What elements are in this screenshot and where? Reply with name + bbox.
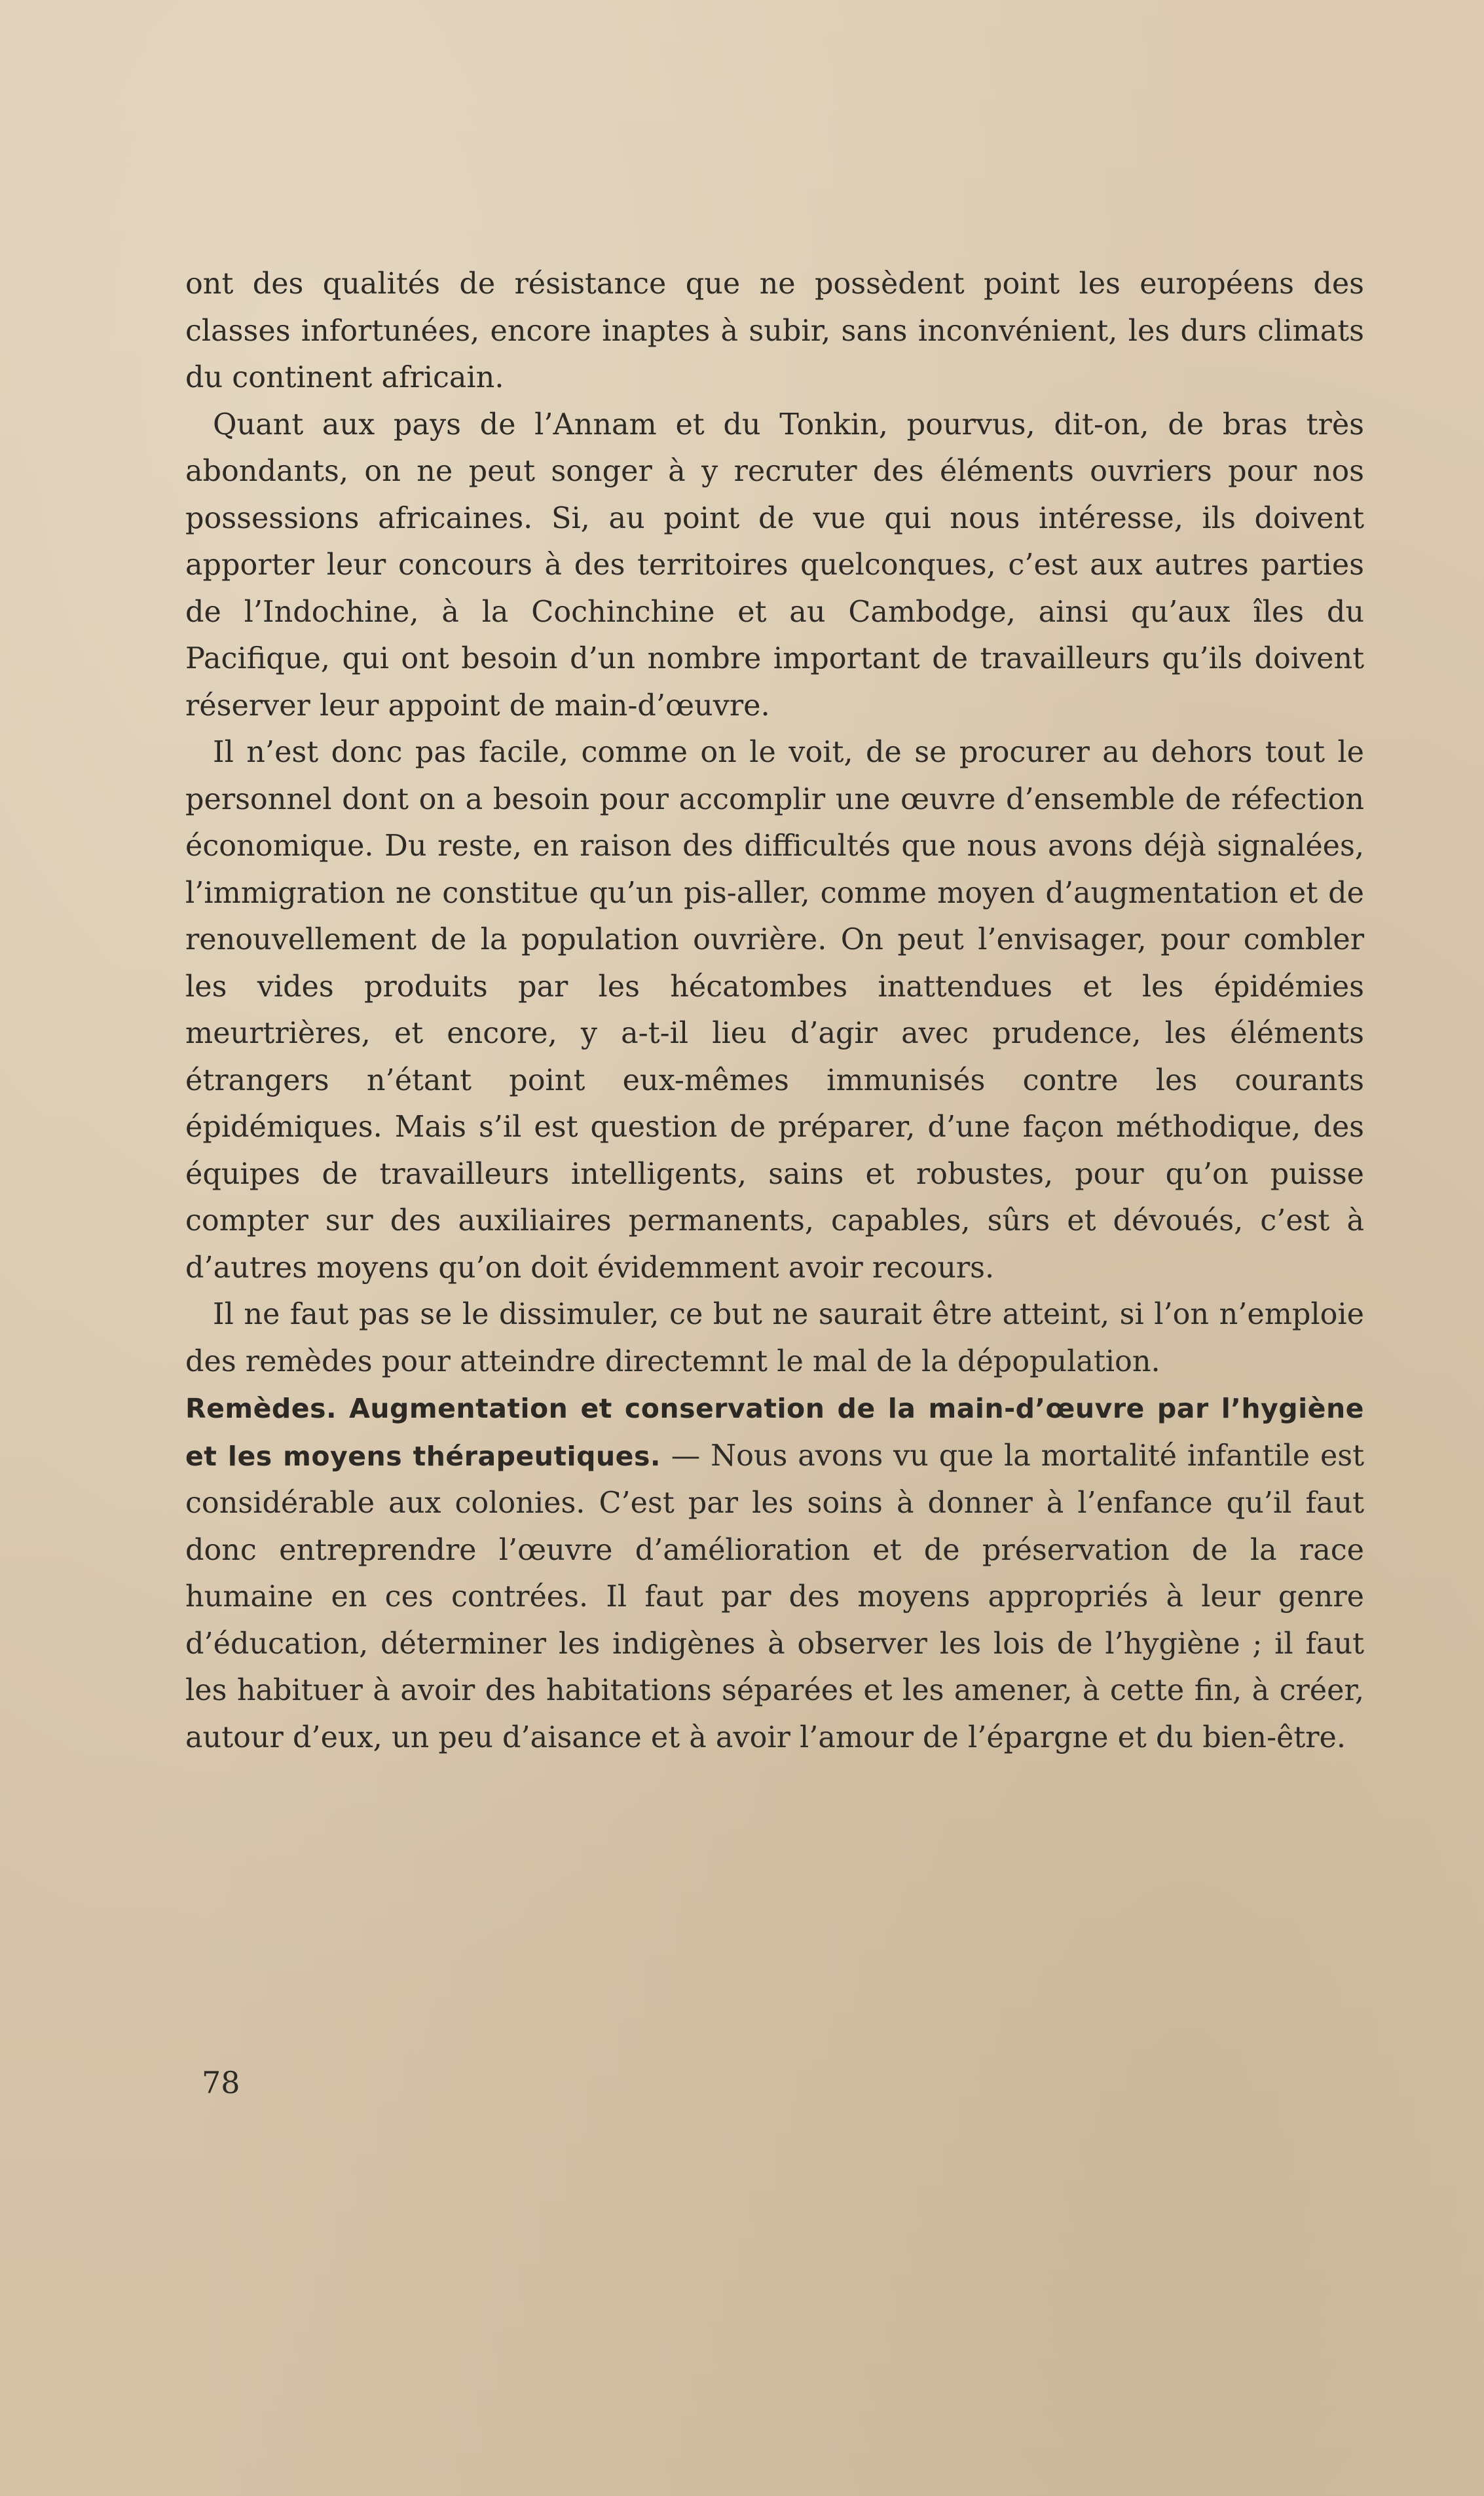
body-text [185,261,1364,1761]
paragraph-annam-tonkin: Quant aux pays de l’Annam et du Tonkin, pourvus, dit-on, de bras très abondants, on ne peut songer à y recruter des éléments ouvriers pour nos possessions africaines. Si, au point de vue qui nous intéresse, ils doivent apporter leur concours à des territoires quelconques, c’est aux autres parties de l’Indochine, à la Cochinchine et au Cambodge, ainsi qu’aux îles du Pacifique, qui ont besoin d’un nombre important de travailleurs qu’ils doivent réserver leur appoint de main-d’œuvre. [185,407,1364,723]
paragraph-immigration: Il n’est donc pas facile, comme on le voit, de se procurer au dehors tout le personnel dont on a besoin pour accomplir une œuvre d’ensemble de réfection économique. Du reste, en raison des difficultés que nous avons déjà signalées, l’immigration ne constitue qu’un pis-aller, comme moyen d’augmentation et de renouvellement de la population ouvrière. On peut l’envisager, pour combler les vides produits par les hécatombes inattendues et les épidémies meurtrières, et encore, y a-t-il lieu d’agir avec prudence, les éléments étrangers n’étant point eux-mêmes immunisés contre les courants épidémiques. Mais s’il est question de préparer, d’une façon méthodique, des équipes de travailleurs intelligents, sains et robustes, pour qu’on puisse compter sur des auxiliaires permanents, capables, sûrs et dévoués, c’est à d’autres moyens qu’on doit évidemment avoir recours. [185,736,1364,1285]
page-number: 78 [202,2065,240,2100]
section-paragraph [185,1385,1364,1761]
section-separator: — [660,1439,711,1473]
paragraph-continuation: ont des qualités de résistance que ne possèdent point les européens des classes infortunées, encore inaptes à subir, sans inconvénient, les durs climats du continent africain. [185,267,1364,394]
paragraph-remedies-intro: Il ne faut pas se le dissimuler, ce but ne saurait être atteint, si l’on n’emploie des remèdes pour atteindre directemnt le mal de la dépopulation. [185,1298,1364,1378]
section-heading: Remèdes. Augmentation et conservation de la main-d’œuvre par l’hygiène et les moyens thérapeutiques. [185,1393,1364,1472]
section-body: Nous avons vu que la mortalité infantile est considérable aux colonies. C’est par les soins à donner à l’enfance qu’il faut donc entreprendre l’œuvre d’amélioration et de préservation de la race humaine en ces contrées. Il faut par des moyens appropriés à leur genre d’éducation, déterminer les indigènes à observer les lois de l’hygiène ; il faut les habituer à avoir des habitations séparées et les amener, à cette fin, à créer, autour d’eux, un peu d’aisance et à avoir l’amour de l’épargne et du bien-être. [185,1439,1365,1754]
